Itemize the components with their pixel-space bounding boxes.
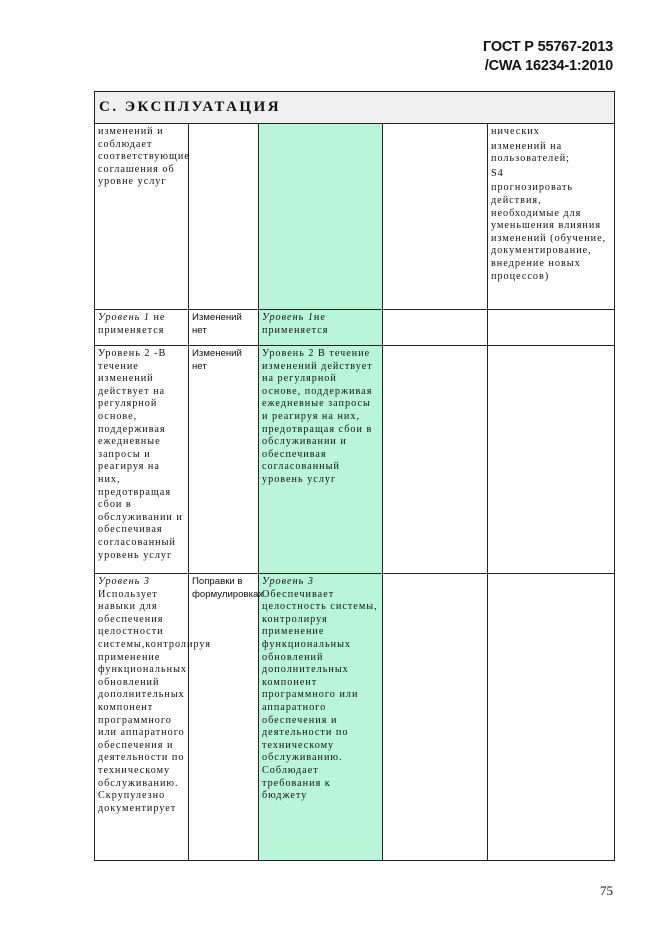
page-number: 75 [600, 883, 613, 898]
remark-line: нических [491, 126, 540, 137]
level-text: не применяется [98, 312, 166, 336]
standard-code: ГОСТ Р 55767-2013 [482, 39, 613, 55]
competence-table [94, 91, 615, 861]
standard-code-cwa: /CWA 16234-1:2010 [484, 58, 613, 74]
cell-empty [383, 310, 488, 346]
table-row [95, 346, 615, 574]
cell-level-text: Уровень 2 -В течение изменений действует на регулярной основе, поддерживая ежедневные запросы и реагируя на них, предотвращая сбои в обслуживании и обеспечивая согласованный уровень услуг [95, 346, 189, 574]
cell-new-level-text [259, 124, 383, 310]
cell-empty [488, 574, 615, 861]
cell-change: Поправки в формулировках [189, 574, 259, 861]
cell-change [189, 124, 259, 310]
level-text: Использует навыки для обеспечения целостности системы,контролируя применение функциональных обновлений дополнительных компонент программного или аппаратного обеспечения и деятельности по техническому обслуживанию. Скрупулезно документирует [98, 588, 211, 814]
cell-new-level-text: Уровень 2 В течение изменений действует на регулярной основе, поддерживая ежедневные запросы и реагируя на них, предотвращая сбои в обслуживании и обеспечивая согласованный уровень услуг [259, 346, 383, 574]
remark-line: изменений на пользователей; [491, 140, 570, 165]
level-label: Уровень 1 [98, 312, 150, 323]
cell-level-text [95, 574, 211, 861]
cell-empty [383, 124, 488, 310]
level-text: Обеспечивает целостность системы, контролируя применение функциональных обновлений дополнительных компонент программного или аппаратного обеспечения и деятельности по техническому обслуживанию. Соблюдает требования к бюджету [262, 588, 378, 802]
cell-new-level-text [259, 310, 383, 346]
cell-level-text: изменений и соблюдает соответствующие соглашения об уровне услуг [95, 124, 189, 310]
cell-level-text [95, 310, 189, 346]
cell-remarks [488, 124, 615, 310]
level-text: не применяется [262, 312, 329, 336]
document-header [483, 38, 613, 76]
level-label: Уровень 3 [262, 576, 314, 587]
level-label: Уровень 1 [262, 312, 314, 323]
remark-line: прогнозировать действия, необходимые для уменьшения влияния изменений (обучение, документирование, внедрение новых процессов) [491, 182, 607, 282]
cell-change: Изменений нет [189, 346, 259, 574]
section-title: С. ЭКСПЛУАТАЦИЯ [95, 92, 615, 124]
section-header-row [95, 92, 615, 124]
cell-empty [488, 310, 615, 346]
cell-new-level-text [259, 574, 383, 861]
level-label: Уровень 3 [98, 576, 150, 587]
cell-empty [383, 346, 488, 574]
remark-line: S4 [491, 167, 504, 179]
table-row [95, 310, 615, 346]
cell-empty [383, 574, 488, 861]
table-row [95, 124, 615, 310]
cell-empty [488, 346, 615, 574]
cell-change: Изменений нет [189, 310, 259, 346]
table-row [95, 574, 615, 861]
